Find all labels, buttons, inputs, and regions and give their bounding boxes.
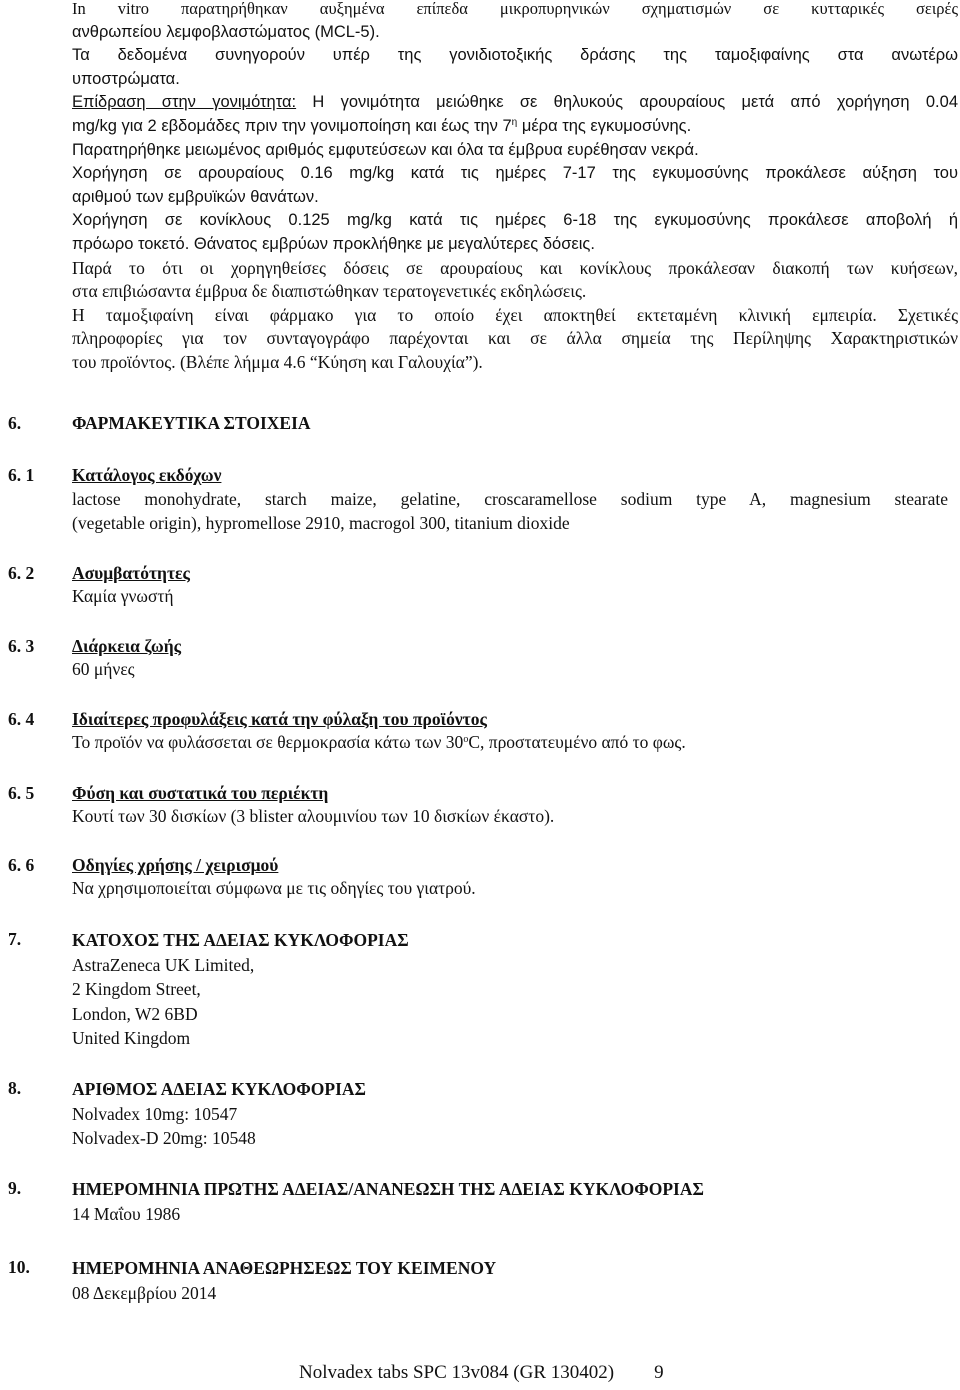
section-6-3 <box>8 635 948 680</box>
page-footer <box>299 1362 664 1385</box>
section-title: Κατάλογος εκδόχων <box>72 465 222 485</box>
section-number: 6. 2 <box>8 563 35 583</box>
section-text <box>72 731 948 754</box>
fertility-line-2 <box>72 115 958 139</box>
section-text: 60 μήνες <box>72 658 135 679</box>
section-text: Να χρησιμοποιείται σύμφωνα με τις οδηγίες του γιατρού. <box>72 877 476 898</box>
superscript: η <box>511 116 518 128</box>
section-text: 08 Δεκεμβρίου 2014 <box>72 1282 217 1303</box>
intro-line: αριθμού των εμβρυϊκών θανάτων. <box>72 187 319 206</box>
excipients-line: (vegetable origin), hypromellose 2910, macrogol 300, titanium dioxide <box>72 512 570 533</box>
section-title: ΗΜΕΡΟΜΗΝΙΑ ΠΡΩΤΗΣ ΑΔΕΙΑΣ/ΑΝΑΝΕΩΣΗ ΤΗΣ ΑΔΕΙΑΣ ΚΥΚΛΟΦΟΡΙΑΣ <box>72 1179 704 1199</box>
intro-text <box>72 0 958 375</box>
section-6-4 <box>8 708 948 753</box>
address-line: AstraZeneca UK Limited, <box>72 954 255 975</box>
section-6 <box>8 412 948 435</box>
intro-line: Η ταμοξιφαίνη είναι φάρμακο για το οποίο έχει αποκτηθεί εκτεταμένη κλινική εμπειρία. Σχετικές <box>72 304 958 325</box>
section-title: Ασυμβατότητες <box>72 563 190 583</box>
section-title: Φύση και συστατικά του περιέκτη <box>72 783 329 803</box>
intro-line: Χορήγηση σε αρουραίους 0.16 mg/kg κατά τις ημέρες 7-17 της εγκυμοσύνης προκάλεσε αύξηση του <box>72 164 958 183</box>
section-6-2 <box>8 562 948 607</box>
section-number: 6. 4 <box>8 709 35 729</box>
section-text: Κουτί των 30 δισκίων (3 blister αλουμινίου των 10 δισκίων έκαστο). <box>72 805 555 826</box>
section-7 <box>8 928 948 1051</box>
intro-line: Χορήγηση σε κονίκλους 0.125 mg/kg κατά τις ημέρες 6-18 της εγκυμοσύνης προκάλεσε αποβολή ή <box>72 211 958 230</box>
section-9 <box>8 1177 948 1226</box>
storage-text: C, προστατευμένο από το φως. <box>468 731 686 752</box>
section-title: ΗΜΕΡΟΜΗΝΙΑ ΑΝΑΘΕΩΡΗΣΕΩΣ ΤΟΥ ΚΕΙΜΕΝΟΥ <box>72 1258 497 1278</box>
page-number: 9 <box>654 1362 664 1383</box>
degree-superscript: o <box>463 733 469 745</box>
address-line: United Kingdom <box>72 1028 191 1048</box>
section-text: 14 Μαΐου 1986 <box>72 1203 181 1224</box>
section-6-1 <box>8 464 948 535</box>
section-title: ΚΑΤΟΧΟΣ ΤΗΣ ΑΔΕΙΑΣ ΚΥΚΛΟΦΟΡΙΑΣ <box>72 930 409 950</box>
license-line: Nolvadex-D 20mg: 10548 <box>72 1128 256 1148</box>
intro-line: ανθρωπείου λεμφοβλαστώματος (MCL-5). <box>72 22 380 41</box>
intro-line: In vitro παρατηρήθηκαν αυξημένα επίπεδα μικροπυρηνικών σχηματισμών σε κυτταρικές σειρές <box>72 0 958 18</box>
section-title: Διάρκεια ζωής <box>72 636 182 656</box>
intro-line: Παρατηρήθηκε μειωμένος αριθμός εμφυτεύσεων και όλα τα έμβρυα ευρέθησαν νεκρά. <box>72 140 699 159</box>
fertility-text: mg/kg για 2 εβδομάδες πριν την γονιμοποίηση και έως την 7 <box>72 116 512 135</box>
intro-line: του προϊόντος. (Βλέπε λήμμα 4.6 “Κύηση και Γαλουχία”). <box>72 351 483 372</box>
section-number: 7. <box>8 929 22 949</box>
intro-line: υποστρώματα. <box>72 69 180 88</box>
section-text: Καμία γνωστή <box>72 585 174 606</box>
section-number: 9. <box>8 1178 22 1198</box>
section-number: 6. 5 <box>8 783 35 803</box>
section-title: ΦΑΡΜΑΚΕΥΤΙΚΑ ΣΤΟΙΧΕΙΑ <box>72 413 311 433</box>
section-number: 6. <box>8 413 22 433</box>
section-title: Ιδιαίτερες προφυλάξεις κατά την φύλαξη του προϊόντος <box>72 709 487 729</box>
section-title: ΑΡΙΘΜΟΣ ΑΔΕΙΑΣ ΚΥΚΛΟΦΟΡΙΑΣ <box>72 1079 366 1099</box>
fertility-label: Επίδραση στην γονιμότητα: <box>72 93 297 112</box>
intro-line: Τα δεδομένα συνηγορούν υπέρ της γονιδιοτοξικής δράσης της ταμοξιφαίνης στα ανωτέρω <box>72 46 958 65</box>
section-number: 6. 1 <box>8 465 35 485</box>
intro-line: πληροφορίες για τον συνταγογράφο παρέχονται και σε άλλα σημεία της Περίληψης Χαρακτηριστικών <box>72 328 958 349</box>
section-number: 8. <box>8 1078 22 1098</box>
section-number: 6. 3 <box>8 636 35 656</box>
intro-line: Παρά το ότι οι χορηγηθείσες δόσεις σε αρουραίους και κονίκλους προκάλεσαν διακοπή των κυήσεων, <box>72 257 958 278</box>
section-6-5 <box>8 782 948 827</box>
excipients-line: lactose monohydrate, starch maize, gelatine, croscaramellose sodium type A, magnesium stearate <box>72 488 948 509</box>
section-6-6 <box>8 854 948 899</box>
intro-line: πρόωρο τοκετό. Θάνατος εμβρύων προκλήθηκε με μεγαλύτερες δόσεις. <box>72 234 595 253</box>
section-10 <box>8 1256 948 1305</box>
section-number: 6. 6 <box>8 855 35 875</box>
license-line: Nolvadex 10mg: 10547 <box>72 1103 238 1124</box>
section-title: Οδηγίες χρήσης / χειρισμού <box>72 855 279 875</box>
storage-text: Το προϊόν να φυλάσσεται σε θερμοκρασία κάτω των 30 <box>72 731 464 752</box>
section-number: 10. <box>8 1257 30 1277</box>
address-line: 2 Kingdom Street, <box>72 979 201 999</box>
fertility-text: μέρα της εγκυμοσύνης. <box>517 116 692 135</box>
section-8 <box>8 1077 948 1151</box>
footer-document-id: Nolvadex tabs SPC 13v084 (GR 130402) <box>299 1362 615 1383</box>
fertility-line <box>72 91 958 115</box>
intro-line: στα επιβιώσαντα έμβρυα δε διαπιστώθηκαν τερατογενετικές εκδηλώσεις. <box>72 281 587 302</box>
address-line: London, W2 6BD <box>72 1003 198 1024</box>
fertility-text: Η γονιμότητα μειώθηκε σε θηλυκούς αρουραίους μετά από χορήγηση 0.04 <box>296 93 958 112</box>
